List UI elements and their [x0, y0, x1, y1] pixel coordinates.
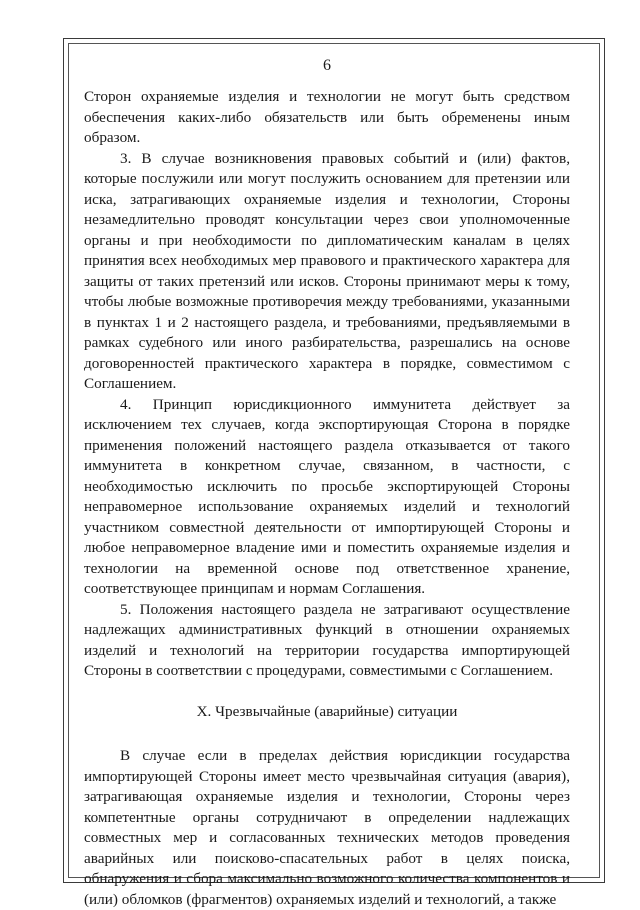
- paragraph-item-5: 5. Положения настоящего раздела не затрагивают осуществление надлежащих административных функций в отношении охраняемых изделий и технологий на территории государства импортирующей Стороны в соответствии с процедурами, совместимыми с Соглашением.: [84, 600, 570, 679]
- paragraph-item-3: 3. В случае возникновения правовых событий и (или) фактов, которые послужили или могут послужить основанием для претензии или иска, затрагивающих охраняемые изделия и технологии, Стороны незамедлительно проводят консультации через свои уполномоченные органы и при необходимости по дипломатическим каналам в целях принятия всех необходимых мер правового и практического характера для защиты от таких претензий или исков. Стороны принимают меры к тому, чтобы любые возможные противоречия между требованиями, указанными в пунктах 1 и 2 настоящего раздела, и требованиями, предъявляемыми в рамках судебного или иного разбирательства, разрешались на основе договоренностей практического характера в порядке, совместимом с Соглашением.: [84, 149, 570, 392]
- page-number: 6: [323, 57, 331, 74]
- paragraph-item-4: 4. Принцип юрисдикционного иммунитета действует за исключением тех случаев, когда экспортирующая Сторона в порядке применения положений настоящего раздела отказывается от такого иммунитета в конкретном случае, связанном, в частности, с необходимостью исключить по просьбе экспортирующей Стороны неправомерное использование охраняемых изделий и технологий участником совместной деятельности от импортирующей Стороны и любое неправомерное владение ими и поместить охраняемые изделия и технологии на временной основе под ответственное хранение, соответствующее принципам и нормам Соглашения.: [84, 395, 570, 597]
- paragraph-continuation: Сторон охраняемые изделия и технологии не могут быть средством обеспечения каких-либо обязательств или быть обременены иным образом.: [84, 88, 570, 146]
- document-body: [84, 56, 570, 910]
- section-heading: X. Чрезвычайные (аварийные) ситуации: [196, 702, 458, 720]
- paragraph-emergency: В случае если в пределах действия юрисдикции государства импортирующей Стороны имеет место чрезвычайная ситуация (авария), затрагивающая охраняемые изделия и технологии, Стороны через компетентные органы сотрудничают в определении надлежащих совместных мер и согласованных технических методов проведения аварийных или поисково-спасательных работ в целях поиска, обнаружения и сбора максимально возможного количества компонентов и (или) обломков (фрагментов) охраняемых изделий и технологий, а также: [84, 747, 570, 908]
